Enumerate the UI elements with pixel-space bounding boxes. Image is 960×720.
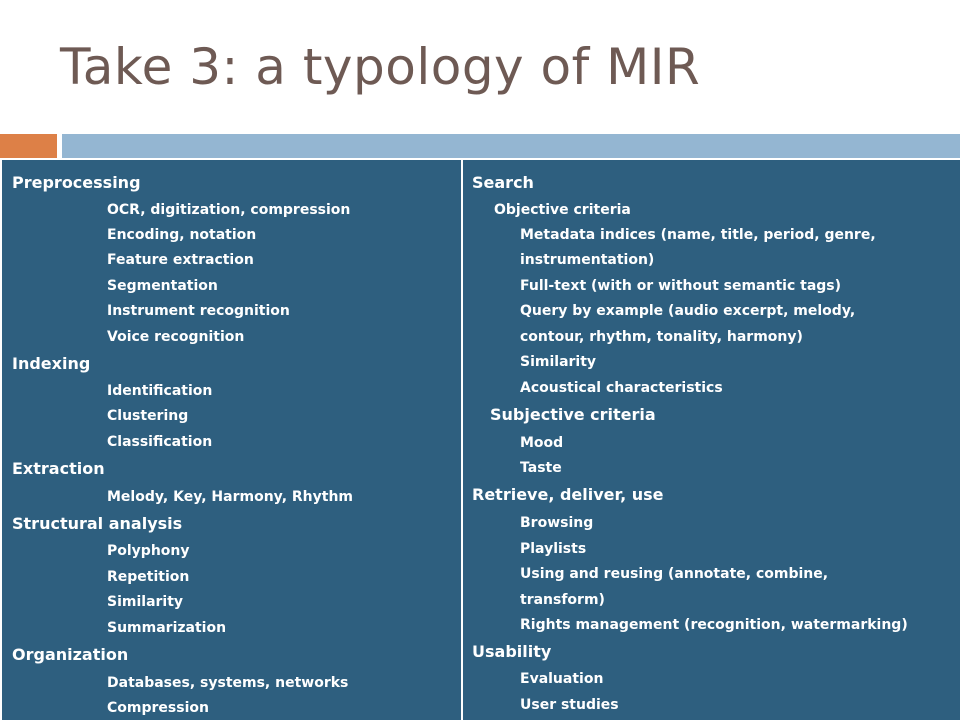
item-mood: Mood bbox=[520, 435, 564, 451]
item-using-line1: Using and reusing (annotate, combine, bbox=[520, 566, 829, 582]
item-segmentation: Segmentation bbox=[107, 278, 218, 294]
item-melody: Melody, Key, Harmony, Rhythm bbox=[107, 489, 354, 505]
item-metadata-line2: instrumentation) bbox=[520, 252, 655, 268]
slide-title: Take 3: a typology of MIR bbox=[60, 38, 701, 96]
item-full-text: Full-text (with or without semantic tags) bbox=[520, 278, 842, 294]
item-subjective-criteria: Subjective criteria bbox=[490, 405, 656, 424]
item-identification: Identification bbox=[107, 383, 213, 399]
item-rights-management: Rights management (recognition, watermarking) bbox=[520, 617, 908, 633]
item-voice-recognition: Voice recognition bbox=[107, 329, 245, 345]
item-databases: Databases, systems, networks bbox=[107, 675, 349, 691]
heading-extraction: Extraction bbox=[12, 459, 105, 478]
item-instrument-recognition: Instrument recognition bbox=[107, 303, 290, 319]
item-evaluation: Evaluation bbox=[520, 671, 604, 687]
heading-indexing: Indexing bbox=[12, 354, 91, 373]
item-objective-criteria: Objective criteria bbox=[494, 202, 631, 218]
item-ocr: OCR, digitization, compression bbox=[107, 202, 351, 218]
item-user-studies: User studies bbox=[520, 697, 619, 713]
item-encoding: Encoding, notation bbox=[107, 227, 257, 243]
item-query-line2: contour, rhythm, tonality, harmony) bbox=[520, 329, 803, 345]
item-summarization: Summarization bbox=[107, 620, 227, 636]
item-acoustical: Acoustical characteristics bbox=[520, 380, 723, 396]
heading-preprocessing: Preprocessing bbox=[12, 173, 141, 192]
item-repetition: Repetition bbox=[107, 569, 190, 585]
item-query-line1: Query by example (audio excerpt, melody, bbox=[520, 303, 856, 319]
heading-retrieve: Retrieve, deliver, use bbox=[472, 485, 664, 504]
accent-bar-blue bbox=[62, 134, 960, 158]
item-clustering: Clustering bbox=[107, 408, 189, 424]
heading-structural-analysis: Structural analysis bbox=[12, 514, 183, 533]
item-feature-extraction: Feature extraction bbox=[107, 252, 254, 268]
right-column bbox=[463, 160, 960, 720]
item-compression: Compression bbox=[107, 700, 209, 716]
left-column bbox=[2, 160, 463, 720]
accent-bar-orange bbox=[0, 134, 57, 158]
item-classification: Classification bbox=[107, 434, 213, 450]
item-browsing: Browsing bbox=[520, 515, 594, 531]
item-similarity: Similarity bbox=[520, 354, 597, 370]
heading-organization: Organization bbox=[12, 645, 129, 664]
item-using-line2: transform) bbox=[520, 592, 605, 608]
item-playlists: Playlists bbox=[520, 541, 587, 557]
heading-search: Search bbox=[472, 173, 534, 192]
item-metadata-line1: Metadata indices (name, title, period, genre, bbox=[520, 227, 876, 243]
item-polyphony: Polyphony bbox=[107, 543, 190, 559]
item-similarity: Similarity bbox=[107, 594, 184, 610]
typology-table bbox=[0, 158, 960, 720]
heading-usability: Usability bbox=[472, 642, 552, 661]
item-taste: Taste bbox=[520, 460, 562, 476]
